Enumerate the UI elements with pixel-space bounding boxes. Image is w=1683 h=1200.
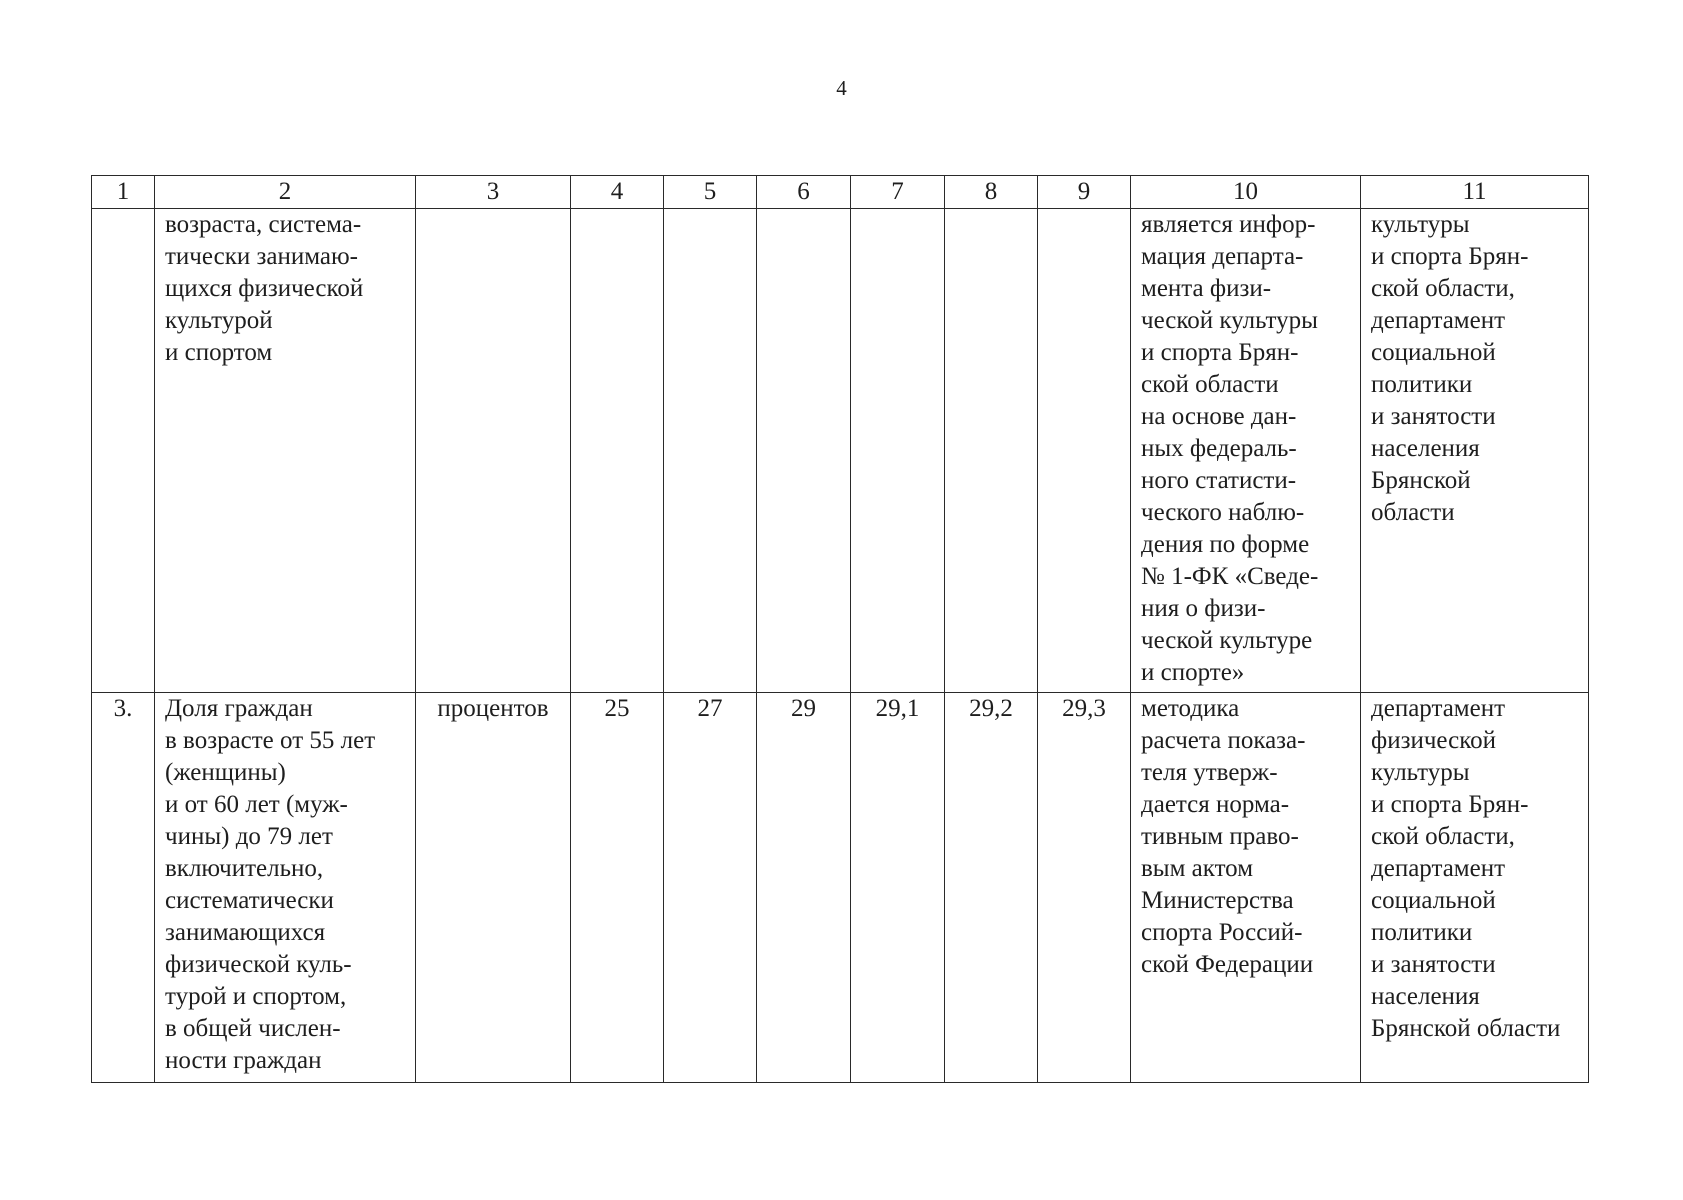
header-cell-7: 7 [851, 176, 945, 209]
cell-value-8 [945, 209, 1038, 693]
header-row [92, 176, 1589, 209]
cell-indicator-name: Доля граждан в возрасте от 55 лет (женщины) и от 60 лет (муж- чины) до 79 лет включительно, систематически занимающихся физической куль- турой и спортом, в общей числен- ности граждан [155, 693, 416, 1083]
cell-value-5: 27 [664, 693, 757, 1083]
indicators-table [91, 175, 1589, 1083]
cell-value-5 [664, 209, 757, 693]
cell-value-8: 29,2 [945, 693, 1038, 1083]
cell-value-4 [571, 209, 664, 693]
cell-value-9 [1038, 209, 1131, 693]
header-cell-6: 6 [757, 176, 851, 209]
cell-indicator-name: возраста, система- тически занимаю- щихся физической культурой и спортом [155, 209, 416, 693]
header-cell-3: 3 [416, 176, 571, 209]
cell-unit [416, 209, 571, 693]
cell-source: является инфор- мация департа- мента физи- ческой культуры и спорта Брян- ской области на основе дан- ных федераль- ного статисти- ческого наблю- дения по форме № 1-ФК «Сведе- ния о физи- ческой культуре и спорте» [1131, 209, 1361, 693]
cell-index: 3. [92, 693, 155, 1083]
page-number: 4 [836, 76, 847, 100]
cell-value-6: 29 [757, 693, 851, 1083]
cell-value-6 [757, 209, 851, 693]
header-cell-1: 1 [92, 176, 155, 209]
cell-index [92, 209, 155, 693]
header-cell-2: 2 [155, 176, 416, 209]
cell-source: методика расчета показа- теля утверж- дается норма- тивным право- вым актом Министерства спорта Россий- ской Федерации [1131, 693, 1361, 1083]
cell-responsible: департамент физической культуры и спорта Брян- ской области, департамент социальной политики и занятости населения Брянской области [1361, 693, 1589, 1083]
cell-value-9: 29,3 [1038, 693, 1131, 1083]
cell-value-7 [851, 209, 945, 693]
cell-value-7: 29,1 [851, 693, 945, 1083]
header-cell-4: 4 [571, 176, 664, 209]
header-cell-11: 11 [1361, 176, 1589, 209]
header-cell-10: 10 [1131, 176, 1361, 209]
header-cell-5: 5 [664, 176, 757, 209]
table-row-continuation [92, 209, 1589, 693]
cell-unit: процентов [416, 693, 571, 1083]
cell-value-4: 25 [571, 693, 664, 1083]
header-cell-9: 9 [1038, 176, 1131, 209]
table-row-3 [92, 693, 1589, 1083]
cell-responsible: культуры и спорта Брян- ской области, департамент социальной политики и занятости населения Брянской области [1361, 209, 1589, 693]
header-cell-8: 8 [945, 176, 1038, 209]
